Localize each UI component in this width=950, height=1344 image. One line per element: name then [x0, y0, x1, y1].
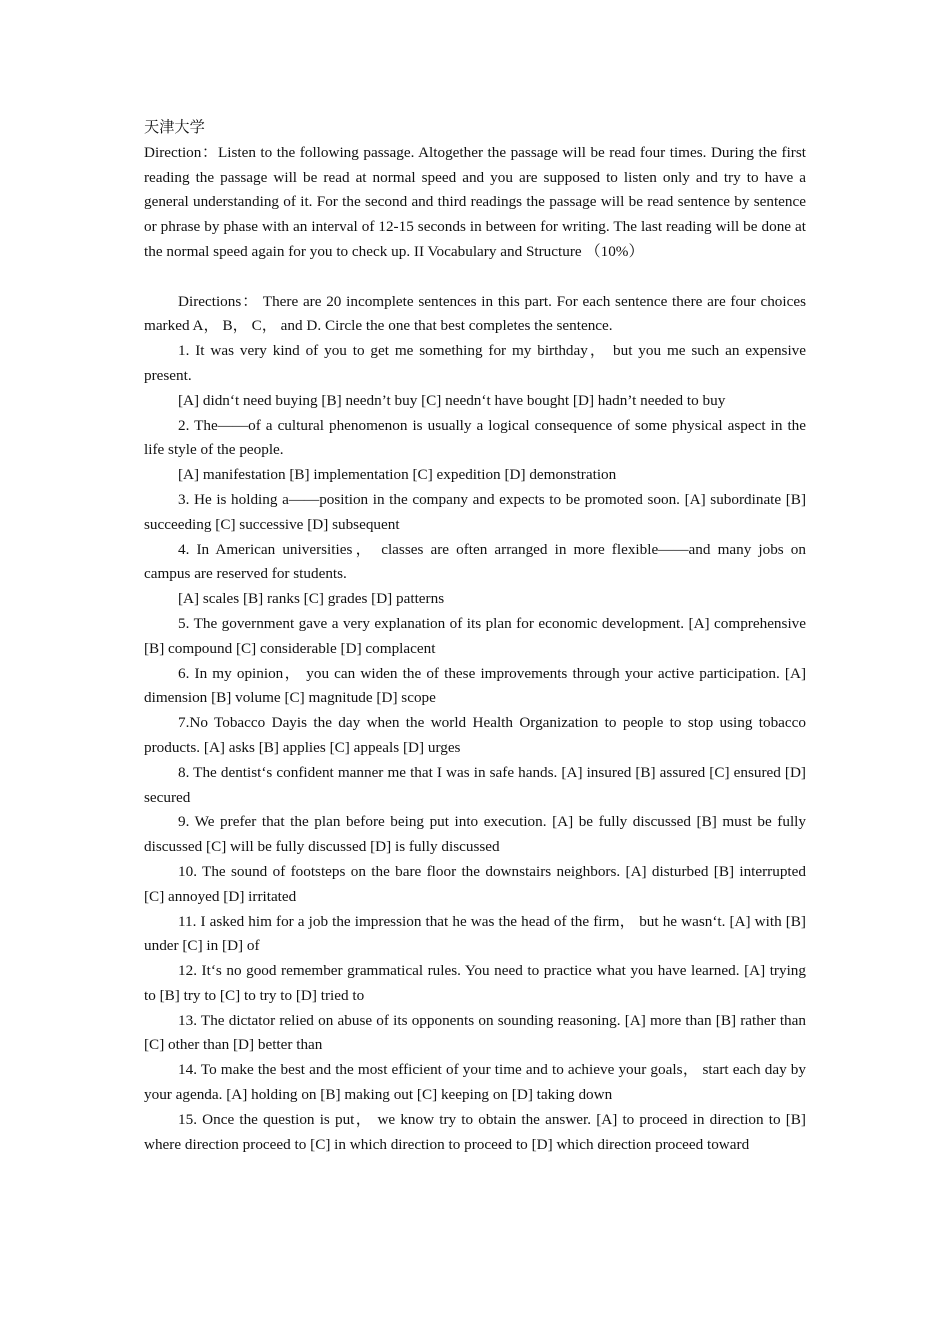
question-2-options: [A] manifestation [B] implementation [C] expedition [D] demonstration: [178, 466, 617, 484]
question-12: 12. It‘s no good remember grammatical rules. You need to practice what you have learned. [A] trying to [B] try to [C] to try to [D] tried to: [144, 962, 806, 1004]
question-3: 3. He is holding a——position in the company and expects to be promoted soon. [A] subordinate [B] succeeding [C] successive [D] subsequent: [144, 490, 806, 533]
vocabulary-directions-paragraph: Directions： There are 20 incomplete sentences in this part. For each sentence there are four choices marked A， B， C， and D. Circle the one that best completes the sentence.: [144, 292, 806, 335]
question-5: 5. The government gave a very explanation of its plan for economic development. [A] comprehensive [B] compound [C] considerable [D] complacent: [144, 614, 806, 657]
question-4: 4. In American universities， classes are often arranged in more flexible——and many jobs on campus are reserved for students.: [144, 540, 806, 583]
question-2: 2. The——of a cultural phenomenon is usually a logical consequence of some physical aspect in the life style of the people.: [144, 416, 806, 459]
question-11: 11. I asked him for a job the impression that he was the head of the firm， but he wasn‘t. [A] with [B] under [C] in [D] of: [144, 912, 806, 955]
question-9: 9. We prefer that the plan before being put into execution. [A] be fully discussed [B] must be fully discussed [C] will be fully discussed [D] is fully discussed: [144, 813, 806, 856]
document-title: 天津大学: [144, 119, 205, 136]
question-7: 7.No Tobacco Dayis the day when the world Health Organization to people to stop using tobacco products. [A] asks [B] applies [C] appeals [D] urges: [144, 714, 806, 756]
question-10: 10. The sound of footsteps on the bare floor the downstairs neighbors. [A] disturbed [B] interrupted [C] annoyed [D] irritated: [144, 862, 806, 905]
question-1: 1. It was very kind of you to get me something for my birthday， but you me such an expensive present.: [144, 342, 806, 384]
question-1-options: [A] didn‘t need buying [B] needn’t buy [C] needn‘t have bought [D] hadn’t needed to buy: [178, 391, 726, 409]
paragraph-spacer: [144, 265, 806, 290]
document-page: [144, 116, 806, 1157]
listening-direction-paragraph: Direction：Listen to the following passage. Altogether the passage will be read four times. During the first reading the passage will be read at normal speed and you are supposed to listen only and try to have a general understanding of it. For the second and third readings the passage will be read sentence by sentence or phrase by phase with an interval of 12-15 seconds in between for writing. The last reading will be done at the normal speed again for you to check up. II Vocabulary and Structure （10%）: [144, 143, 806, 260]
question-4-options: [A] scales [B] ranks [C] grades [D] patterns: [178, 590, 445, 608]
question-15: 15. Once the question is put， we know try to obtain the answer. [A] to proceed in direction to [B] where direction proceed to [C] in which direction to proceed to [D] which direction proceed toward: [144, 1110, 806, 1153]
question-14: 14. To make the best and the most efficient of your time and to achieve your goals， start each day by your agenda. [A] holding on [B] making out [C] keeping on [D] taking down: [144, 1061, 806, 1104]
question-8: 8. The dentist‘s confident manner me that I was in safe hands. [A] insured [B] assured [C] ensured [D] secured: [144, 763, 806, 806]
question-13: 13. The dictator relied on abuse of its opponents on sounding reasoning. [A] more than [B] rather than [C] other than [D] better than: [144, 1011, 806, 1054]
question-6: 6. In my opinion， you can widen the of these improvements through your active participation. [A] dimension [B] volume [C] magnitude [D] scope: [144, 664, 806, 707]
